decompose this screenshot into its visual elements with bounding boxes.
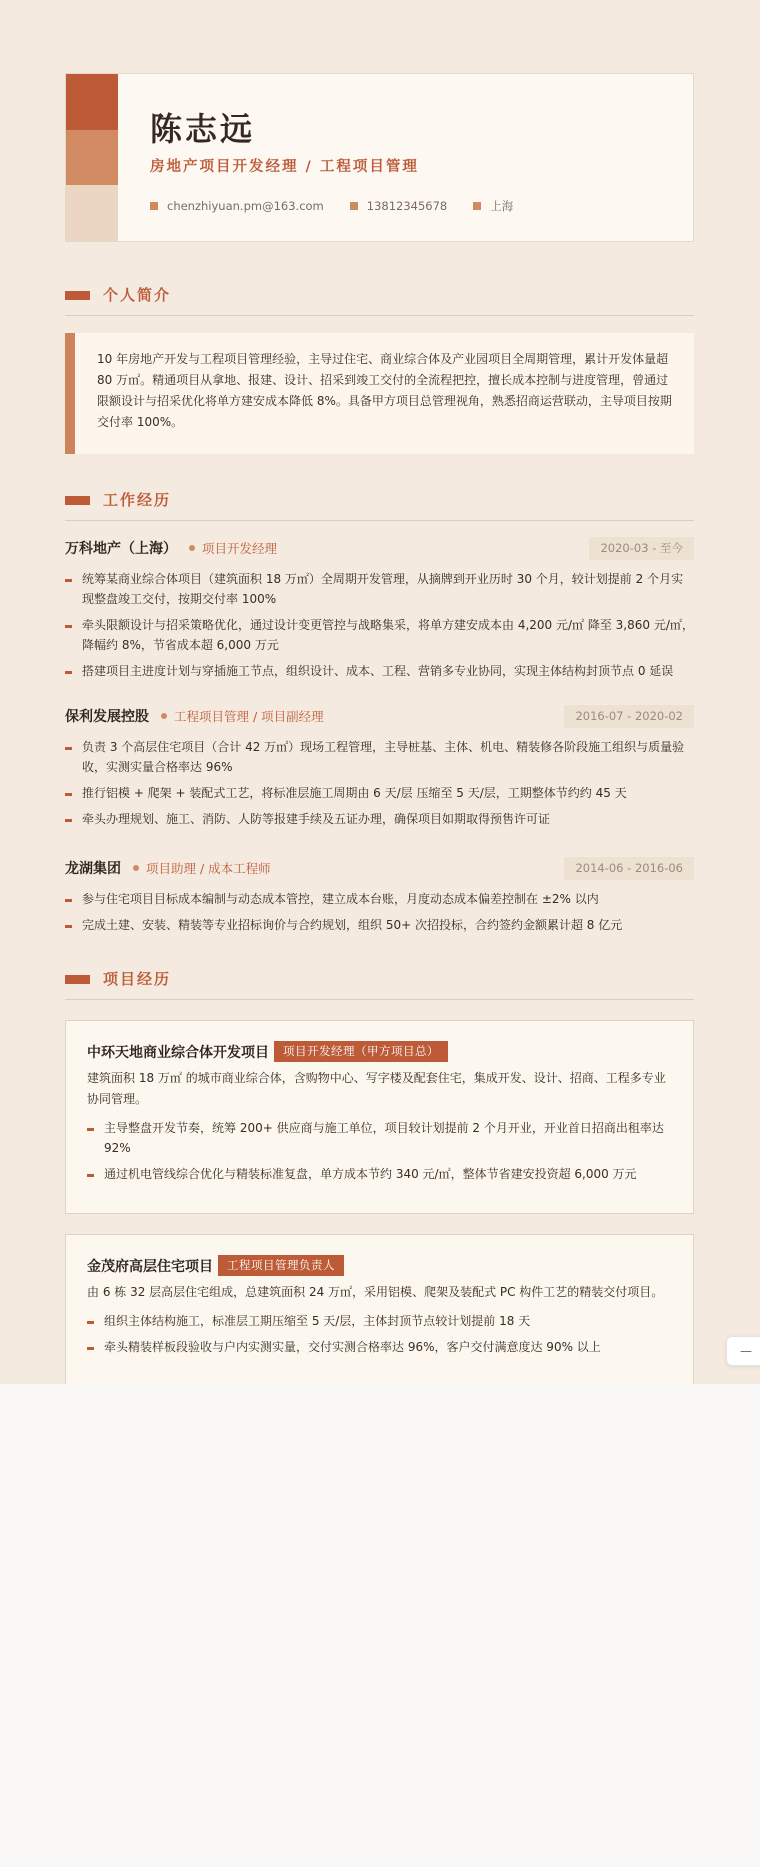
list-item: 完成土建、安装、精装等专业招标询价与合约规划，组织 50+ 次招投标，合约签约金额累计超 8 亿元 (65, 915, 694, 935)
list-item: 参与住宅项目目标成本编制与动态成本管控，建立成本台账，月度动态成本偏差控制在 ±2% 以内 (65, 889, 694, 909)
project-role-badge: 项目开发经理（甲方项目总） (274, 1041, 448, 1062)
job-company: 万科地产（上海） (65, 541, 177, 557)
job-date: 2020-03 - 至今 (589, 537, 694, 560)
section-experience (65, 490, 694, 521)
candidate-title: 房地产项目开发经理 / 工程项目管理 (150, 159, 419, 175)
contact-email (150, 199, 324, 213)
square-bullet-icon (473, 202, 481, 210)
project-description: 由 6 栋 32 层高层住宅组成，总建筑面积 24 万㎡，采用铝模、爬架及装配式 PC 构件工艺的精装交付项目。 (87, 1285, 664, 1299)
contact-phone (350, 199, 447, 213)
contact-location-text: 上海 (490, 199, 514, 213)
section-summary (65, 285, 694, 316)
list-item: 牵头精装样板段验收与户内实测实量，交付实测合格率达 96%，客户交付满意度达 90% 以上 (87, 1337, 672, 1357)
job-role: 工程项目管理 / 项目副经理 (174, 709, 324, 724)
job-entry (65, 705, 694, 835)
job-date: 2016-07 - 2020-02 (564, 705, 694, 728)
job-header (65, 857, 694, 879)
dot-icon (189, 545, 195, 551)
job-role: 项目开发经理 (202, 541, 278, 556)
list-item: 牵头办理规划、施工、消防、人防等报建手续及五证办理，确保项目如期取得预售许可证 (65, 809, 694, 829)
dot-icon (161, 713, 167, 719)
project-description: 建筑面积 18 万㎡ 的城市商业综合体，含购物中心、写字楼及配套住宅，集成开发、设计、招商、工程多专业协同管理。 (87, 1071, 666, 1106)
project-name: 中环天地商业综合体开发项目 (87, 1044, 269, 1061)
section-heading (65, 490, 694, 521)
job-entry (65, 537, 694, 687)
project-name: 金茂府高层住宅项目 (87, 1258, 213, 1275)
section-title: 项目经历 (103, 970, 172, 988)
section-heading (65, 969, 694, 1000)
resume-header (65, 73, 694, 242)
list-item: 统筹某商业综合体项目（建筑面积 18 万㎡）全周期开发管理，从摘牌到开业历时 30 个月，较计划提前 2 个月实现整盘竣工交付，按期交付率 100% (65, 569, 694, 609)
job-company: 龙湖集团 (65, 861, 121, 877)
list-item: 牵头限额设计与招采策略优化，通过设计变更管控与战略集采，将单方建安成本由 4,200 元/㎡ 降至 3,860 元/㎡，降幅约 8%，节省成本超 6,000 万元 (65, 615, 694, 655)
section-title: 工作经历 (103, 491, 172, 509)
job-bullets (65, 889, 694, 935)
section-marker-icon (65, 975, 90, 984)
side-collapse-button[interactable]: — (726, 1336, 760, 1366)
section-marker-icon (65, 496, 90, 505)
job-date: 2014-06 - 2016-06 (564, 857, 694, 880)
project-header (87, 1041, 672, 1062)
job-bullets (65, 569, 694, 681)
project-bullets (87, 1311, 672, 1357)
dot-icon (133, 865, 139, 871)
list-item: 主导整盘开发节奏，统筹 200+ 供应商与施工单位，项目较计划提前 2 个月开业，开业首日招商出租率达 92% (87, 1118, 672, 1158)
candidate-name: 陈志远 (150, 110, 256, 148)
list-item: 搭建项目主进度计划与穿插施工节点，组织设计、成本、工程、营销多专业协同，实现主体结构封顶节点 0 延误 (65, 661, 694, 681)
resume-page (65, 73, 694, 1354)
list-item: 组织主体结构施工，标准层工期压缩至 5 天/层，主体封顶节点较计划提前 18 天 (87, 1311, 672, 1331)
job-company: 保利发展控股 (65, 709, 149, 725)
list-item: 负责 3 个高层住宅项目（合计 42 万㎡）现场工程管理，主导桩基、主体、机电、精装修各阶段施工组织与质量验收，实测实量合格率达 96% (65, 737, 694, 777)
contact-phone-text: 13812345678 (366, 199, 448, 213)
section-projects (65, 969, 694, 1000)
list-item: 推行铝模 + 爬架 + 装配式工艺，将标准层施工周期由 6 天/层 压缩至 5 天/层，工期整体节约约 45 天 (65, 783, 694, 803)
job-header (65, 537, 694, 559)
summary-text: 10 年房地产开发与工程项目管理经验，主导过住宅、商业综合体及产业园项目全周期管理，累计开发体量超 80 万㎡。精通项目从拿地、报建、设计、招采到竣工交付的全流程把控，擅长成本控制与进度管理，曾通过限额设计与招采优化将单方建安成本降低 8%。具备甲方项目总管理视角，熟悉招商运营联动，主导项目按期交付率 100%。 (65, 333, 694, 454)
square-bullet-icon (350, 202, 358, 210)
project-card (65, 1234, 694, 1384)
contact-info (150, 198, 539, 214)
job-role: 项目助理 / 成本工程师 (146, 861, 271, 876)
header-color-strip (66, 74, 118, 241)
job-bullets (65, 737, 694, 829)
project-header (87, 1255, 672, 1276)
list-item: 通过机电管线综合优化与精装标准复盘，单方成本节约 340 元/㎡，整体节省建安投资超 6,000 万元 (87, 1164, 672, 1184)
square-bullet-icon (150, 202, 158, 210)
project-bullets (87, 1118, 672, 1184)
contact-location (473, 198, 513, 214)
section-heading (65, 285, 694, 316)
job-header (65, 705, 694, 727)
project-card (65, 1020, 694, 1214)
contact-email-text: chenzhiyuan.pm@163.com (167, 199, 324, 213)
project-role-badge: 工程项目管理负责人 (218, 1255, 344, 1276)
section-title: 个人简介 (103, 286, 172, 304)
job-entry (65, 857, 694, 941)
section-marker-icon (65, 291, 90, 300)
